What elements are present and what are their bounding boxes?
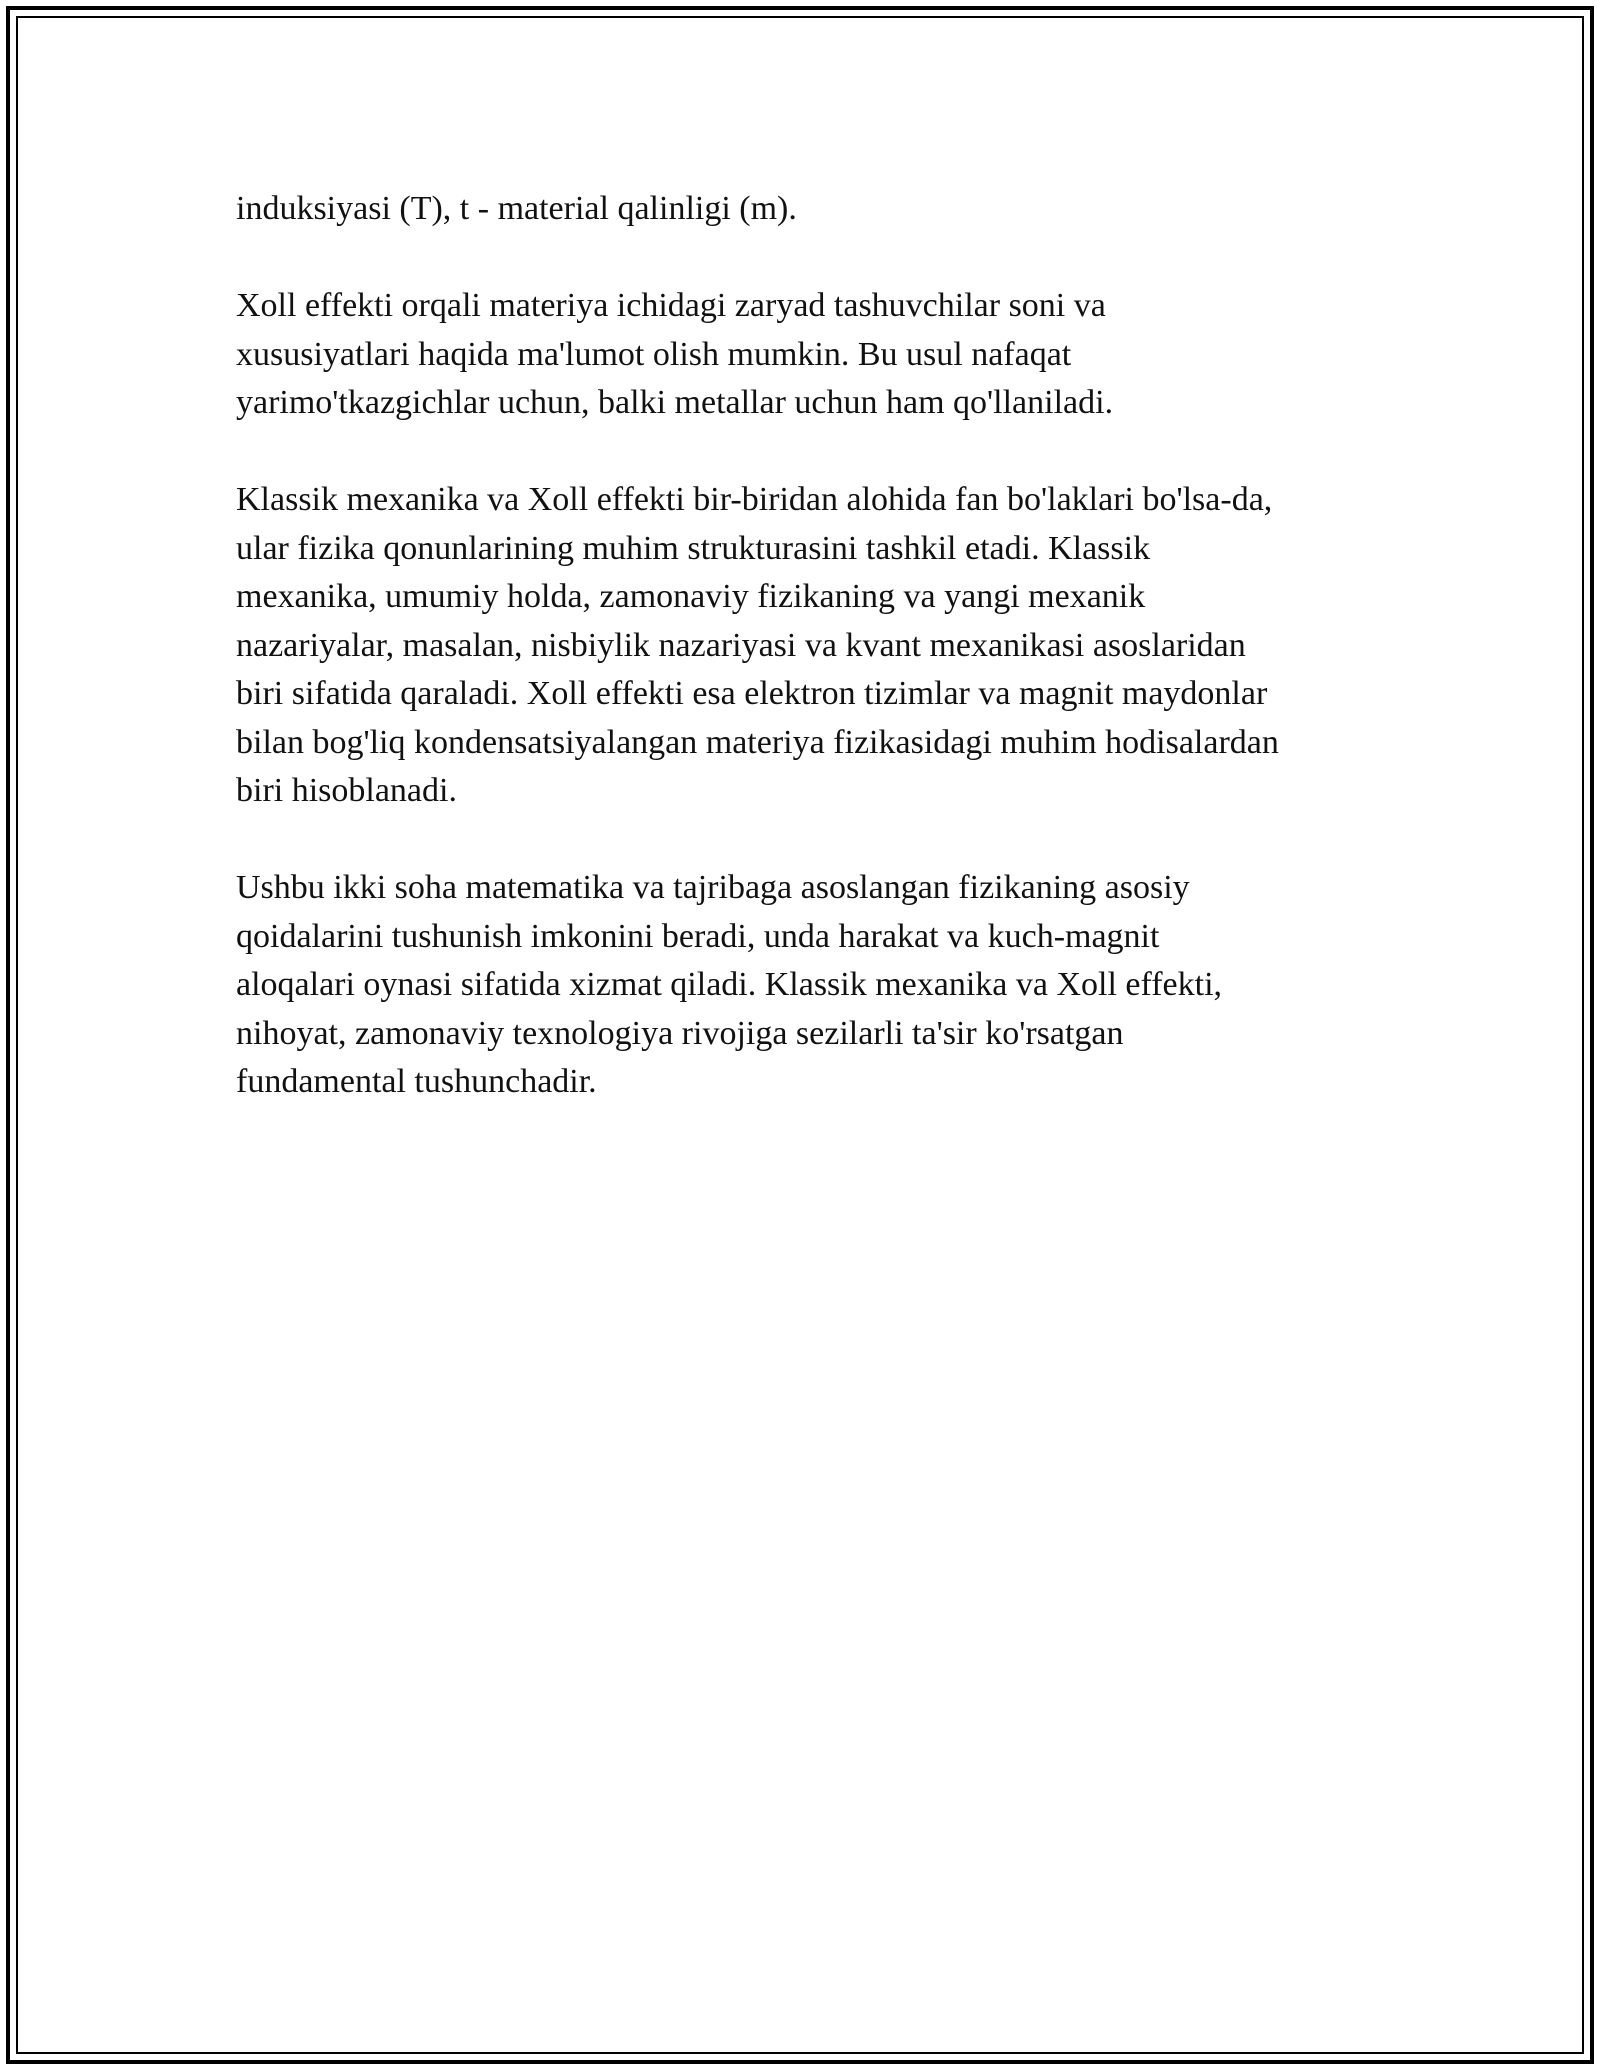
paragraph-4: Ushbu ikki soha matematika va tajribaga asoslangan fizikaning asosiy qoidalarini tushunish imkonini beradi, unda harakat va kuch-magnit aloqalari oynasi sifatida xizmat qiladi. Klassik mexanika va Xoll effekti, nihoyat, zamonaviy texnologiya rivojiga sezilarli ta'sir ko'rsatgan fundamental tushunchadir. <box>236 869 1223 1100</box>
paragraph-2: Xoll effekti orqali materiya ichidagi zaryad tashuvchilar soni va xususiyatlari haqida ma'lumot olish mumkin. Bu usul nafaqat yarimo'tkazgichlar uchun, balki metallar uchun ham qo'llaniladi. <box>236 287 1114 421</box>
paragraph-3: Klassik mexanika va Xoll effekti bir-biridan alohida fan bo'laklari bo'lsa-da, ular fizika qonunlarining muhim strukturasini tashkil etadi. Klassik mexanika, umumiy holda, zamonaviy fizikaning va yangi mexanik nazariyalar, masalan, nisbiylik nazariyasi va kvant mexanikasi asoslaridan biri sifatida qaraladi. Xoll effekti esa elektron tizimlar va magnit maydonlar bilan bog'liq kondensatsiyalangan materiya fizikasidagi muhim hodisalardan biri hisoblanadi. <box>236 481 1279 809</box>
document-body <box>236 185 1386 1155</box>
paragraph-1: induksiyasi (T), t - material qalinligi (m). <box>236 190 797 227</box>
